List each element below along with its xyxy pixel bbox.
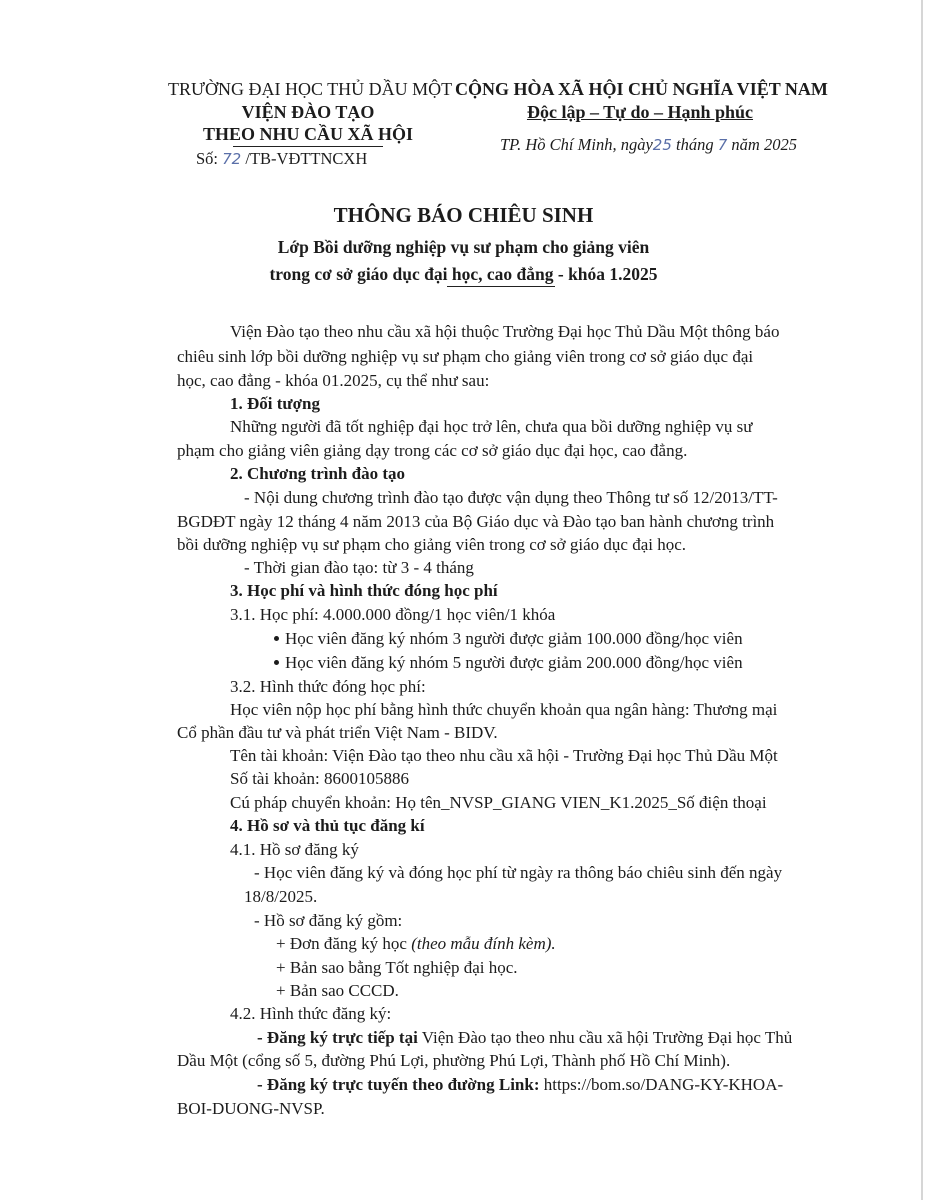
document-item: + Bản sao CCCD. bbox=[276, 981, 399, 1000]
intro-line-1: Viện Đào tạo theo nhu cầu xã hội thuộc Trường Đại học Thủ Dầu Một thông báo bbox=[230, 322, 780, 341]
bullet-icon bbox=[274, 636, 279, 641]
discount-item bbox=[274, 652, 743, 674]
scan-edge bbox=[921, 0, 923, 1200]
date-middle: tháng bbox=[676, 135, 714, 154]
payment-line-1: Học viên nộp học phí bằng hình thức chuyển khoản qua ngân hàng: Thương mại bbox=[230, 700, 778, 719]
document-number-prefix: Số: bbox=[196, 149, 219, 168]
institute-name-line-1: VIỆN ĐÀO TẠO bbox=[241, 102, 375, 122]
section-2-line-1: - Nội dung chương trình đào tạo được vận dụng theo Thông tư số 12/2013/TT- bbox=[244, 488, 778, 507]
bullet-icon bbox=[274, 660, 279, 665]
intro-line-3: học, cao đẳng - khóa 01.2025, cụ thể như sau: bbox=[177, 371, 490, 390]
section-1-line-2: phạm cho giảng viên giảng dạy trong các cơ sở giáo dục đại học, cao đẳng. bbox=[177, 441, 688, 460]
section-4-line-2: 18/8/2025. bbox=[244, 887, 318, 906]
date-prefix: TP. Hồ Chí Minh, ngày bbox=[500, 135, 653, 154]
national-motto: Độc lập – Tự do – Hạnh phúc bbox=[526, 102, 754, 122]
page-title: THÔNG BÁO CHIÊU SINH bbox=[333, 203, 594, 227]
document-number bbox=[196, 149, 367, 169]
section-4-sub-2: 4.2. Hình thức đăng ký: bbox=[230, 1004, 392, 1023]
title-underline bbox=[447, 286, 555, 287]
section-2-line-3: bồi dưỡng nghiệp vụ sư phạm cho giảng viên trong cơ sở giáo dục đại học. bbox=[177, 535, 687, 554]
header-left-underline bbox=[233, 146, 383, 147]
discount-text: Học viên đăng ký nhóm 3 người được giảm 100.000 đồng/học viên bbox=[285, 629, 743, 648]
university-name: TRƯỜNG ĐẠI HỌC THỦ DẦU MỘT bbox=[168, 79, 453, 99]
transfer-syntax: Cú pháp chuyển khoản: Họ tên_NVSP_GIANG VIEN_K1.2025_Số điện thoại bbox=[230, 793, 767, 812]
section-3-heading: 3. Học phí và hình thức đóng học phí bbox=[230, 581, 498, 600]
discount-text: Học viên đăng ký nhóm 5 người được giảm 200.000 đồng/học viên bbox=[285, 653, 743, 672]
direct-registration-text: Viện Đào tạo theo nhu cầu xã hội Trường Đại học Thủ bbox=[421, 1028, 793, 1047]
account-name: Tên tài khoản: Viện Đào tạo theo nhu cầu xã hội - Trường Đại học Thủ Dầu Một bbox=[230, 746, 778, 765]
document-number-suffix: /TB-VĐTTNCXH bbox=[245, 149, 368, 168]
section-2-heading: 2. Chương trình đào tạo bbox=[230, 464, 406, 483]
section-4-sub-1: 4.1. Hồ sơ đăng ký bbox=[230, 840, 359, 859]
online-registration-label: - Đăng ký trực tuyến theo đường Link: bbox=[257, 1075, 540, 1094]
document-item bbox=[276, 933, 556, 955]
tuition-fee: 3.1. Học phí: 4.000.000 đồng/1 học viên/1 khóa bbox=[230, 605, 556, 624]
republic-title: CỘNG HÒA XÃ HỘI CHỦ NGHĨA VIỆT NAM bbox=[455, 79, 828, 99]
direct-registration-line-2: Dầu Một (cổng số 5, đường Phú Lợi, phường Phú Lợi, Thành phố Hồ Chí Minh). bbox=[177, 1051, 731, 1070]
section-1-line-1: Những người đã tốt nghiệp đại học trở lên, chưa qua bồi dưỡng nghiệp vụ sư bbox=[230, 417, 753, 436]
subtitle-line-1: Lớp Bồi dưỡng nghiệp vụ sư phạm cho giảng viên bbox=[277, 237, 650, 257]
section-2-line-4: - Thời gian đào tạo: từ 3 - 4 tháng bbox=[244, 558, 474, 577]
date-suffix: năm 2025 bbox=[731, 135, 797, 154]
document-item: + Bản sao bằng Tốt nghiệp đại học. bbox=[276, 958, 518, 977]
account-number: Số tài khoản: 8600105886 bbox=[230, 769, 409, 788]
institute-name-line-2: THEO NHU CẦU XÃ HỘI bbox=[202, 124, 413, 144]
document-item-text: + Đơn đăng ký học bbox=[276, 934, 407, 953]
subtitle-line-2: trong cơ sở giáo dục đại học, cao đẳng - khóa 1.2025 bbox=[269, 264, 658, 284]
online-registration-link-cont[interactable]: BOI-DUONG-NVSP. bbox=[177, 1099, 325, 1118]
intro-line-2: chiêu sinh lớp bồi dưỡng nghiệp vụ sư phạm cho giảng viên trong cơ sở giáo dục đại bbox=[177, 347, 754, 366]
online-registration-link[interactable]: https://bom.so/DANG-KY-KHOA- bbox=[543, 1075, 784, 1094]
section-4-heading: 4. Hồ sơ và thủ tục đăng kí bbox=[230, 816, 425, 835]
payment-line-2: Cổ phần đầu tư và phát triển Việt Nam - BIDV. bbox=[177, 723, 498, 742]
section-4-line-3: - Hồ sơ đăng ký gồm: bbox=[254, 911, 403, 930]
document-date bbox=[500, 135, 797, 155]
date-day-handwritten: 25 bbox=[652, 136, 672, 154]
online-registration bbox=[257, 1074, 783, 1096]
direct-registration-label: - Đăng ký trực tiếp tại bbox=[257, 1028, 418, 1047]
document-item-note: (theo mẫu đính kèm). bbox=[411, 934, 556, 953]
section-2-line-2: BGDĐT ngày 12 tháng 4 năm 2013 của Bộ Giáo dục và Đào tạo ban hành chương trình bbox=[177, 512, 775, 531]
section-1-heading: 1. Đối tượng bbox=[230, 394, 320, 413]
date-month-handwritten: 7 bbox=[717, 136, 728, 154]
section-4-line-1: - Học viên đăng ký và đóng học phí từ ngày ra thông báo chiêu sinh đến ngày bbox=[254, 863, 783, 882]
document-number-handwritten: 72 bbox=[222, 150, 242, 168]
discount-item bbox=[274, 628, 743, 650]
payment-heading: 3.2. Hình thức đóng học phí: bbox=[230, 677, 426, 696]
direct-registration bbox=[257, 1027, 792, 1049]
